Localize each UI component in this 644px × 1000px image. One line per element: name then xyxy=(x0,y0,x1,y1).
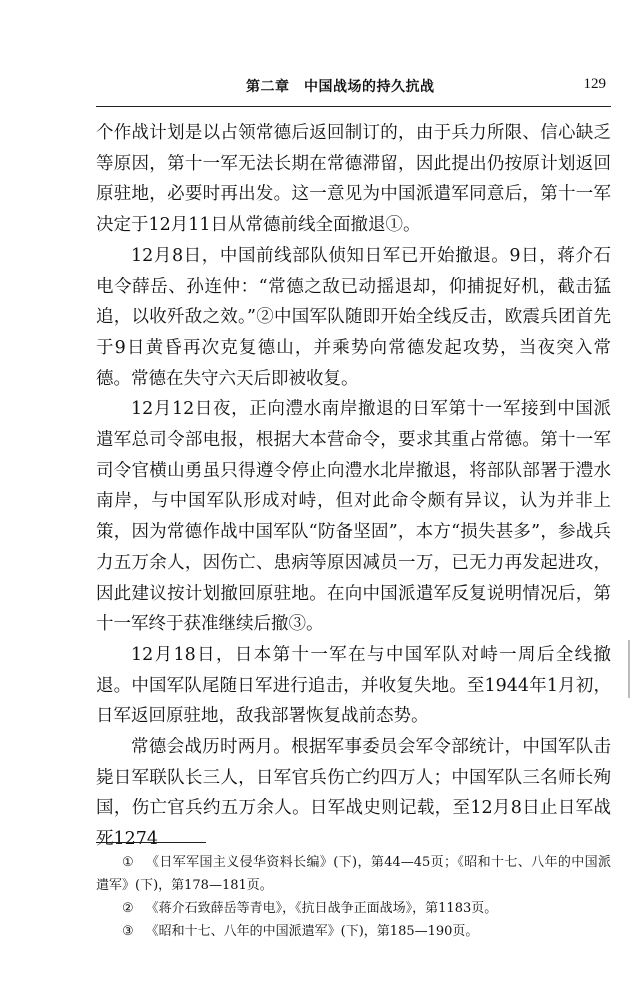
scan-edge-mark xyxy=(628,640,630,698)
footnote xyxy=(96,897,611,920)
paragraph-continued: 个作战计划是以占领常德后返回制订的，由于兵力所限、信心缺乏等原因，第十一军无法长期在常德滞留，因此提出仍按原计划返回原驻地，必要时再出发。这一意见为中国派遣军同意后，第十一军决定于12月11日从常德前线全面撤退①。 xyxy=(96,123,611,236)
running-header xyxy=(96,76,606,100)
footnote-marker: ① xyxy=(122,855,135,870)
footnote-rule xyxy=(96,842,206,843)
body-text xyxy=(96,118,611,855)
page-number: 129 xyxy=(583,76,606,92)
footnote-text: 《日军军国主义侵华资料长编》(下)，第44—45页；《昭和十七、八年的中国派遣军》(下)，第178—181页。 xyxy=(96,855,611,893)
footnote xyxy=(96,920,611,943)
footnote xyxy=(96,851,611,897)
paragraph: 12月18日，日本第十一军在与中国军队对峙一周后全线撤退。中国军队尾随日军进行追击，并收复失地。至1944年1月初，日军返回原驻地，敌我部署恢复战前态势。 xyxy=(96,644,611,727)
paragraph: 12月12日夜，正向澧水南岸撤退的日军第十一军接到中国派遣军总司令部电报，根据大本营命令，要求其重占常德。第十一军司令官横山勇虽只得遵令停止向澧水北岸撤退，将部队部署于澧水南岸，与中国军队形成对峙，但对此命令颇有异议，认为并非上策，因为常德作战中国军队“防备坚固”，本方“损失甚多”，参战兵力五万余人，因伤亡、患病等原因减员一万，已无力再发起进攻，因此建议按计划撤回原驻地。在向中国派遣军反复说明情况后，第十一军终于获准继续后撤③。 xyxy=(96,399,611,635)
chapter-title: 第二章 中国战场的持久抗战 xyxy=(246,79,435,95)
footnote-text: 《昭和十七、八年的中国派遣军》(下)，第185—190页。 xyxy=(145,924,479,939)
footnote-marker: ③ xyxy=(122,924,134,939)
paragraph: 常德会战历时两月。根据军事委员会军令部统计，中国军队击毙日军联队长三人，日军官兵伤亡约四万人；中国军队三名师长殉国，伤亡官兵约五万余人。日军战史则记载，至12月8日止日军战死1274 xyxy=(96,737,611,850)
header-rule xyxy=(96,106,611,107)
footnote-text: 《蒋介石致薛岳等青电》，《抗日战争正面战场》，第1183页。 xyxy=(145,901,498,916)
footnotes xyxy=(96,851,611,943)
paragraph: 12月8日，中国前线部队侦知日军已开始撤退。9日，蒋介石电令薛岳、孙连仲：“常德之敌已动摇退却，仰捕捉好机，截击猛追，以收歼敌之效。”②中国军队随即开始全线反击，欧震兵团首先于9日黄昏再次克复德山，并乘势向常德发起攻势，当夜突入常德。常德在失守六天后即被收复。 xyxy=(96,245,611,389)
footnote-marker: ② xyxy=(122,901,134,916)
